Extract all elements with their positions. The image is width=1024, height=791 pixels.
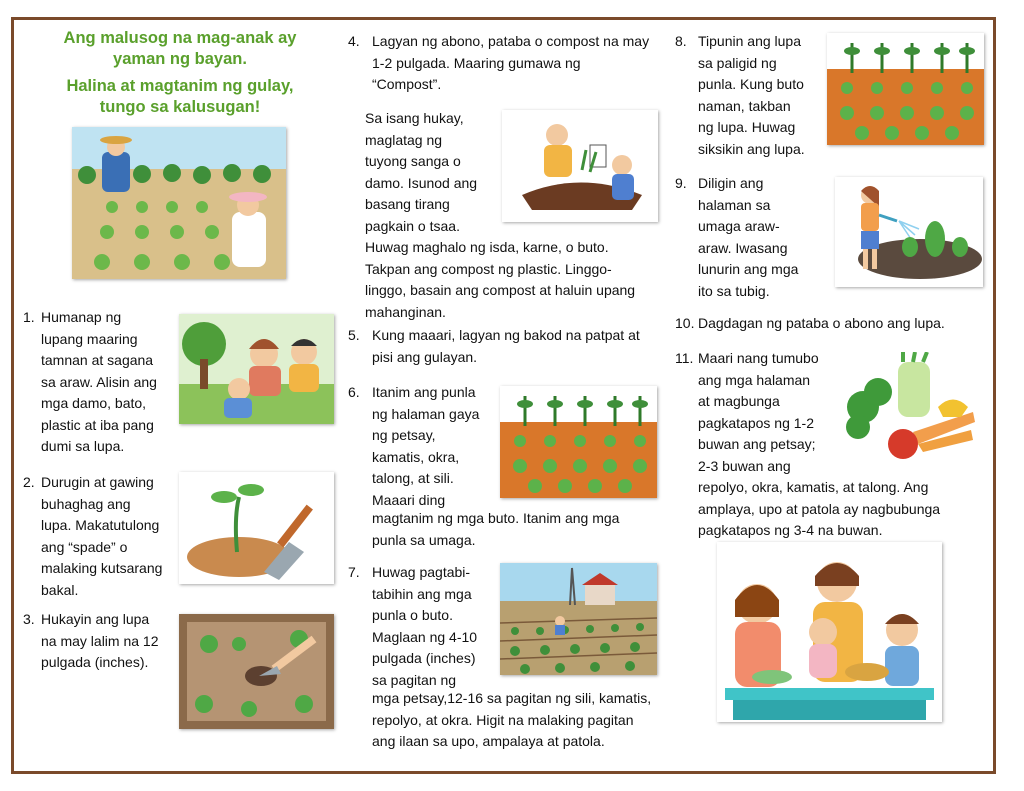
text-line: repolyo, okra, kamatis, at talong. Ang: [698, 479, 929, 495]
step-1-image: [179, 314, 334, 424]
text-line: maglatag ng: [365, 131, 443, 148]
text-line: plastic at iba pang: [41, 416, 154, 433]
step-6-continuation: [372, 508, 672, 551]
text-line: sa pagitan ng: [372, 671, 457, 688]
text-line: siksikin ang lupa.: [698, 140, 805, 157]
text-line: pisi ang gulayan.: [372, 348, 478, 365]
step-4-text: [372, 31, 672, 96]
text-line: Kung maaari, lagyan ng bakod na patpat at: [372, 327, 640, 343]
text-line: araw. Iwasang: [698, 239, 788, 256]
step-7-continuation: [372, 688, 682, 753]
step-9-text: [698, 173, 823, 302]
text-line: linggo, basain ang compost at haluin upang: [365, 282, 636, 298]
text-line: lupa. Makatutulong: [41, 517, 160, 533]
text-line: ito sa tubig.: [698, 282, 770, 299]
text-line: amplaya, upo at patola ay nagbubunga: [698, 500, 941, 517]
text-line: basang tirang: [365, 196, 450, 212]
step-3-image: [179, 614, 334, 729]
text-line: halaman sa: [698, 196, 771, 213]
step-9-image: [835, 177, 983, 287]
text-line: malaking kutsarang: [41, 560, 163, 576]
text-line: Dagdagan ng pataba o abono ang lupa.: [698, 315, 945, 331]
step-7-number: 7.: [348, 564, 360, 580]
step-11-image: [843, 352, 981, 462]
step-4-subtext: [365, 108, 500, 237]
text-line: Maari nang tumubo: [698, 350, 819, 366]
text-line: ang “spade” o: [41, 538, 128, 555]
step-7-image: [500, 563, 657, 675]
header-line-2: yaman ng bayan.: [113, 50, 247, 68]
step-10-number: 10.: [675, 315, 695, 331]
step-8-image: [827, 33, 984, 145]
step-6-image: [500, 386, 657, 498]
step-6-number: 6.: [348, 384, 360, 400]
text-line: ang ilaan sa upo, ampalaya at patola.: [372, 733, 605, 749]
text-line: Huwag maghalo ng isda, karne, o buto.: [365, 239, 609, 255]
text-line: Takpan ang compost ng plastic. Linggo-: [365, 260, 612, 277]
text-line: Durugin at gawing: [41, 474, 154, 490]
text-line: Tipunin ang lupa: [698, 33, 802, 49]
text-line: punla o buto.: [372, 607, 453, 623]
header-line-1: Ang malusog na mag-anak ay: [63, 29, 297, 47]
text-line: Lagyan ng abono, pataba o compost na may: [372, 33, 650, 49]
step-11-continuation: [698, 477, 988, 542]
step-3-number: 3.: [23, 611, 35, 627]
step-11-number: 11.: [675, 350, 694, 366]
family-image: [717, 542, 942, 722]
text-line: ng petsay,: [372, 427, 436, 443]
text-line: magtanim ng mga buto. Itanim ang mga: [372, 510, 620, 526]
text-line: Sa isang hukay,: [365, 110, 464, 126]
text-line: ang mga halaman: [698, 371, 811, 388]
text-line: “Compost”.: [372, 76, 442, 92]
step-8-number: 8.: [675, 33, 687, 49]
step-5-text: [372, 325, 672, 368]
step-2-text: [41, 472, 176, 601]
text-line: pagkatapos ng 1-2: [698, 414, 814, 431]
step-11-text: [698, 348, 838, 477]
text-line: Humanap ng: [41, 309, 122, 325]
text-line: ng halaman gaya: [372, 405, 480, 422]
text-line: buwan ang petsay;: [698, 436, 816, 452]
text-line: at magbunga: [698, 393, 780, 409]
text-line: pagkatapos ng 3-4 na buwan.: [698, 522, 883, 538]
text-line: mga petsay,12-16 sa pagitan ng sili, kamatis,: [372, 690, 652, 706]
text-line: punla. Kung buto: [698, 76, 804, 92]
text-line: ng lupa. Huwag: [698, 119, 796, 135]
text-line: buhaghag ang: [41, 495, 131, 512]
text-line: 2-3 buwan ang: [698, 457, 791, 474]
header-line-4: tungo sa kalusugan!: [99, 98, 261, 116]
step-2-image: [179, 472, 334, 584]
text-line: pagkain o tsaa.: [365, 217, 460, 234]
text-line: bakal.: [41, 581, 79, 598]
text-line: talong, at sili.: [372, 470, 454, 486]
text-line: umaga araw-: [698, 218, 780, 234]
step-4-image: [502, 110, 658, 222]
text-line: pulgada (inches): [372, 650, 476, 666]
step-4-continuation: [365, 237, 670, 323]
text-line: sa paligid ng: [698, 54, 777, 71]
text-line: mga damo, bato,: [41, 395, 147, 411]
text-line: tuyong sanga o: [365, 153, 461, 169]
text-line: lunurin ang mga: [698, 261, 799, 277]
text-line: Itanim ang punla: [372, 384, 476, 400]
text-line: Maglaan ng 4-10: [372, 628, 478, 645]
step-9-number: 9.: [675, 175, 687, 191]
text-line: Maaari ding: [372, 491, 446, 508]
step-2-number: 2.: [23, 474, 35, 490]
text-line: Huwag pagtabi-: [372, 564, 471, 580]
step-1-number: 1.: [23, 309, 35, 325]
step-4-number: 4.: [348, 33, 360, 49]
text-line: na may lalim na 12: [41, 632, 159, 649]
text-line: Hukayin ang lupa: [41, 611, 150, 627]
text-line: tabihin ang mga: [372, 585, 472, 602]
step-5-number: 5.: [348, 327, 360, 343]
text-line: tamnan at sagana: [41, 352, 154, 368]
text-line: punla sa umaga.: [372, 531, 476, 548]
step-1-text: [41, 307, 176, 458]
text-line: damo. Isunod ang: [365, 174, 478, 191]
text-line: dumi sa lupa.: [41, 438, 125, 454]
text-line: naman, takban: [698, 97, 791, 114]
step-8-text: [698, 31, 823, 160]
text-line: repolyo, at okra. Higit na malaking pagitan: [372, 711, 634, 728]
text-line: 1-2 pulgada. Maaring gumawa ng: [372, 54, 581, 71]
text-line: sa araw. Alisin ang: [41, 373, 157, 390]
text-line: mahanginan.: [365, 303, 446, 320]
text-line: lupang maaring: [41, 330, 138, 347]
step-3-text: [41, 609, 176, 674]
header-line-3: Halina at magtanim ng gulay,: [66, 77, 294, 95]
text-line: Diligin ang: [698, 175, 764, 191]
hero-image: [72, 127, 286, 279]
text-line: pulgada (inches).: [41, 654, 149, 670]
step-6-text: [372, 382, 497, 511]
text-line: kamatis, okra,: [372, 448, 460, 465]
step-7-text: [372, 562, 497, 691]
header-title: [40, 28, 320, 118]
step-10-text: [698, 313, 988, 335]
